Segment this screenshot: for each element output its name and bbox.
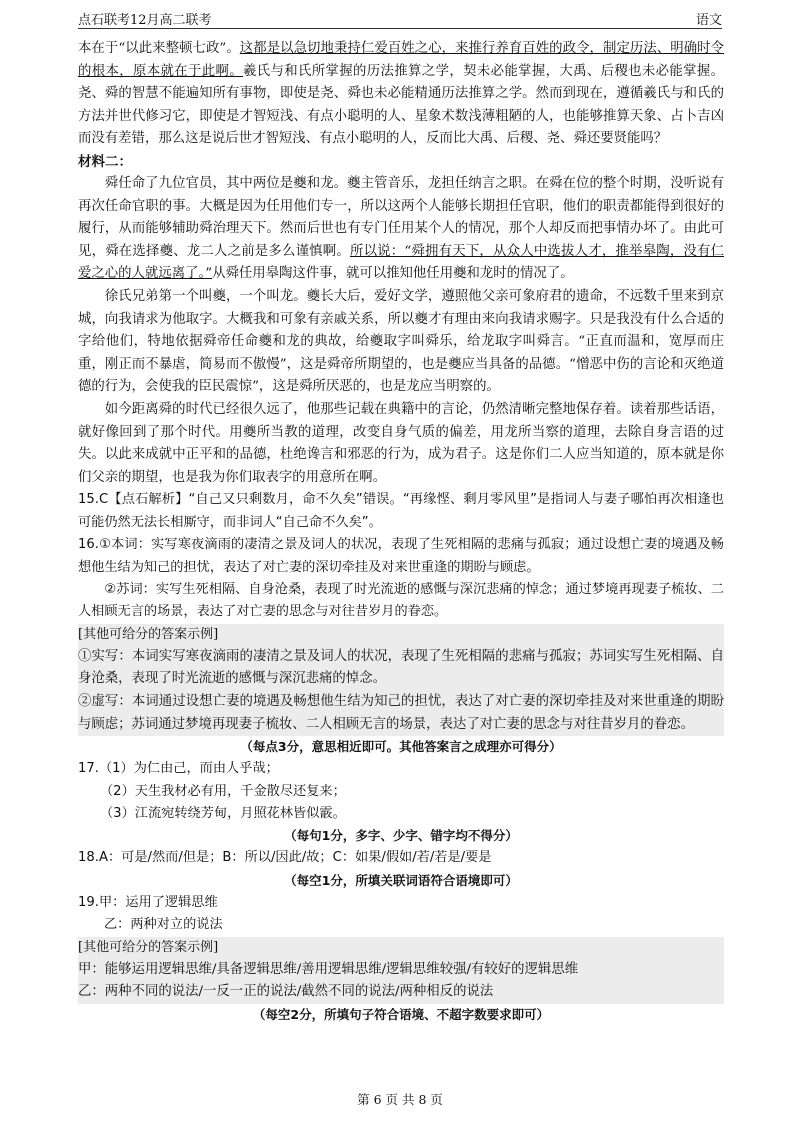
other-answers-title: [其他可给分的答案示例] (78, 939, 219, 955)
q19-scoring-note: （每空2分，所填句子符合语境、不超字数要求即可） (252, 1006, 550, 1022)
material2-title: 材料二： (78, 153, 132, 170)
material1-text: 本在于“以此来整顿七政”。这都是以急切地秉持仁爱百姓之心，来推行养育百姓的政令，制定历法、明确时令的根本，原本就在于此啊。羲氏与和氏所掌握的历法推算之学，契未必能掌握，大禹、后稷也未必能掌握。尧、舜的智慧不能遍知所有事物，即使是尧、舜也未必能精通历法推算之学。然而到现在，遵循羲氏与和氏的方法并世代修习它，即使是才智短浅、有点小聪明的人、星象术数浅薄粗陋的人，也能够推算天象、占卜吉凶而没有差错，那么这是说后世才智短浅、有点小聪明的人，反而比大禹、后稷、尧、舜还要贤能吗？ (78, 41, 725, 147)
q17-scoring-note: （每句1分，多字、少字、错字均不得分） (284, 828, 518, 844)
other-answers-title: [其他可给分的答案示例] (78, 626, 219, 642)
q16-answer-b: ②苏词：实写生死相隔、自身沧桑，表现了时光流逝的感慨与深沉悲痛的悼念；通过梦境再现妻子梳妆、二人相顾无言的场景，表达了对亡妻的思念与对往昔岁月的眷恋。 (78, 581, 724, 620)
material2-paragraph-2: 徐氏兄弟第一个叫夔，一个叫龙。夔长大后，爱好文学，遵照他父亲可象府君的遗命，不远数千里来到京城，向我请求为他取字。大概我和可象有亲戚关系，所以夔才有理由来向我请求赐字。只是我没有什么合适的字给他们，特地依据舜帝任命夔和龙的典故，给夔取字叫舜乐，给龙取字叫舜言。“正直而温和，宽厚而庄重，刚正而不暴虐，简易而不傲慢”，这是舜帝所期望的，也是夔应当具备的品德。“憎恶中伤的言论和灭绝道德的行为，会使我的臣民震惊”，这是舜所厌恶的，也是龙应当明察的。 (78, 288, 724, 395)
q19-other-2: 乙：两种不同的说法/一反一正的说法/截然不同的说法/两种相反的说法 (78, 984, 494, 1000)
q18-scoring-note: （每空1分，所填关联词语符合语境即可） (284, 872, 518, 888)
material2-paragraph-3: 如今距离舜的时代已经很久远了，他那些记载在典籍中的言论，仍然清晰完整地保存着。读着那些话语，就好像回到了那个时代。用夔所当教的道理，改变自身气质的偏差，用龙所当察的道理，去除自身言语的过失。以此来成就中正平和的品德，杜绝谗言和邪恶的行为，成为君子。这是你们二人应当知道的，原本就是你们父亲的期望，也是我为你们取表字的用意所在啊。 (78, 401, 724, 485)
q18-line-1: 18.A：可是/然而/但是；B：所以/因此/故；C：如果/假如/若/若是/要是 (78, 850, 492, 866)
q19-other-1: 甲：能够运用逻辑思维/具备逻辑思维/善用逻辑思维/逻辑思维较强/有较好的逻辑思维 (78, 961, 579, 977)
q17-section (78, 758, 724, 825)
q19-line-2: 乙：两种对立的说法 (104, 917, 223, 933)
material2-paragraph-1: 舜任命了九位官员，其中两位是夔和龙。夔主管音乐，龙担任纳言之职。在舜在位的整个时期，没听说有再次任命官职的事。大概是因为任用他们专一，所以这两个人能够长期担任官职，他们的职责都能得到很好的履行，从而能够辅助舜治理天下。然而后世也有专门任用某个人的情况，那个人却反而把事情办坏了。由此可见，舜在选择夔、龙二人之前是多么谨慎啊。所以说：“舜拥有天下，从众人中选拔人才，推举皋陶，没有仁爱之心的人就远离了。”从舜任用皋陶这件事，就可以推知他任用夔和龙时的情况了。 (78, 175, 725, 282)
page-header (78, 8, 722, 29)
q16-other-1: ①实写：本词实写寒夜滴雨的凄清之景及词人的状况，表现了生死相隔的悲痛与孤寂；苏词实写生死相隔、自身沧桑，表现了时光流逝的感慨与深沉悲痛的悼念。 (78, 648, 724, 687)
q17-line-1: 17.（1）为仁由己，而由人乎哉； (78, 761, 279, 777)
exam-title: 点石联考12月高二联考 (78, 13, 212, 28)
q15-answer: 15.C【点石解析】“自己又只剩数月，命不久矣”错误。“再缘悭、剩月零风里”是指词人与妻子哪怕再次相逢也可能仍然无法长相厮守，而非词人“自己命不久矣”。 (78, 492, 724, 530)
q16-other-2: ②虚写：本词通过设想亡妻的境遇及畅想他生结为知己的担忧，表达了对亡妻的深切牵挂及对来世重逢的期盼与顾虑；苏词通过梦境再现妻子梳妆、二人相顾无言的场景，表达了对亡妻的思念与对往昔岁月的眷恋。 (78, 693, 724, 732)
subject-label: 语文 (695, 13, 722, 28)
q16-other-answers (78, 624, 724, 736)
underlined-quote: 所以说：“舜拥有天下，从众人中选拔人才，推举皋陶，没有仁爱之心的人就远离了。” (78, 243, 725, 282)
q17-line-3: （3）江流宛转绕芳甸，月照花林皆似霰。 (100, 805, 346, 821)
q19-line-1: 19.甲：运用了逻辑思维 (78, 894, 218, 910)
q18-section (78, 847, 724, 869)
q16-answer-a: 16.①本词：实写寒夜滴雨的凄清之景及词人的状况，表现了生死相隔的悲痛与孤寂；通过设想亡妻的境遇及畅想他生结为知己的担忧，表达了对亡妻的深切牵挂及对来世重逢的期盼与顾虑。 (78, 537, 724, 575)
page-number: 第 6 页 共 8 页 (357, 1092, 443, 1107)
underlined-sentence: 这都是以急切地秉持仁爱百姓之心，来推行养育百姓的政令，制定历法、明确时令的根本，原本就在于此啊。 (78, 41, 724, 79)
q16-scoring-note: （每点3分，意思相近即可。其他答案言之成理亦可得分） (240, 739, 562, 755)
q17-line-2: （2）天生我材必有用，千金散尽还复来； (100, 783, 346, 799)
q19-section (78, 892, 724, 937)
page-content (78, 38, 724, 1026)
q19-other-answers (78, 937, 724, 1004)
answer-section (78, 489, 724, 623)
